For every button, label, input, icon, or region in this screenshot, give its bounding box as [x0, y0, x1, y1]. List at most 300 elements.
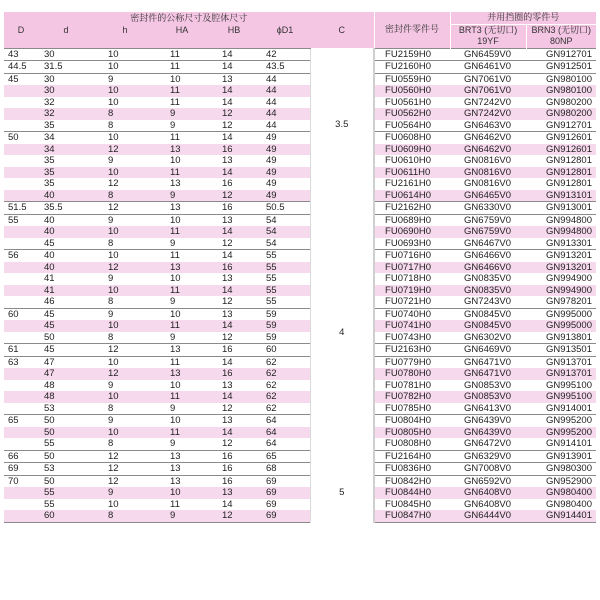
cell-HB: 12 — [208, 108, 260, 120]
cell-HB: 16 — [208, 475, 260, 487]
cell-phiD1: 54 — [260, 214, 310, 226]
cell-brt3: GN7242V0 — [450, 108, 526, 120]
cell-h: 10 — [94, 85, 156, 97]
cell-d: 50 — [38, 415, 94, 427]
cell-h: 8 — [94, 510, 156, 522]
cell-brn3: GN912801 — [526, 155, 596, 167]
table-row — [4, 391, 596, 403]
table-row — [4, 202, 596, 215]
cell-HA: 9 — [156, 120, 208, 132]
cell-D — [4, 510, 38, 522]
cell-HB: 14 — [208, 167, 260, 179]
table-row — [4, 450, 596, 463]
cell-D — [4, 273, 38, 285]
cell-d: 50 — [38, 332, 94, 344]
cell-HB: 12 — [208, 190, 260, 202]
cell-HA: 10 — [156, 155, 208, 167]
cell-brt3: GN6302V0 — [450, 332, 526, 344]
cell-HA: 11 — [156, 499, 208, 511]
cell-d: 50 — [38, 450, 94, 463]
cell-h: 10 — [94, 356, 156, 368]
cell-h: 10 — [94, 391, 156, 403]
cell-phiD1: 50.5 — [260, 202, 310, 215]
cell-seal-part-no: FU0780H0 — [374, 368, 450, 380]
cell-d: 47 — [38, 356, 94, 368]
cell-phiD1: 43.5 — [260, 61, 310, 74]
table-row — [4, 273, 596, 285]
cell-HA: 11 — [156, 427, 208, 439]
cell-phiD1: 62 — [260, 391, 310, 403]
cell-brn3: GN980100 — [526, 73, 596, 85]
table-row — [4, 178, 596, 190]
cell-brn3: GN912801 — [526, 178, 596, 190]
cell-seal-part-no: FU0741H0 — [374, 320, 450, 332]
brt3-header: BRT3 (无切口) — [450, 24, 526, 36]
cell-HA: 9 — [156, 403, 208, 415]
cell-seal-part-no: FU0836H0 — [374, 463, 450, 476]
col-D-header: D — [4, 24, 38, 36]
cell-brn3: GN913301 — [526, 238, 596, 250]
cell-seal-part-no: FU2160H0 — [374, 61, 450, 74]
cell-brt3: GN0816V0 — [450, 178, 526, 190]
cell-phiD1: 44 — [260, 108, 310, 120]
cell-seal-part-no: FU0845H0 — [374, 499, 450, 511]
cell-brn3: GN995100 — [526, 391, 596, 403]
cell-brt3: GN6466V0 — [450, 250, 526, 262]
cell-HA: 9 — [156, 238, 208, 250]
cell-brt3: GN6472V0 — [450, 438, 526, 450]
cell-brn3: GN952900 — [526, 475, 596, 487]
cell-D — [4, 320, 38, 332]
cell-h: 8 — [94, 403, 156, 415]
cell-HA: 9 — [156, 332, 208, 344]
cell-seal-part-no: FU0805H0 — [374, 427, 450, 439]
cell-phiD1: 49 — [260, 190, 310, 202]
cell-brt3: GN6408V0 — [450, 499, 526, 511]
cell-d: 41 — [38, 285, 94, 297]
cell-brn3: GN978201 — [526, 296, 596, 308]
cell-HA: 11 — [156, 48, 208, 61]
cell-HA: 11 — [156, 356, 208, 368]
cell-HB: 14 — [208, 132, 260, 144]
cell-seal-part-no: FU0717H0 — [374, 262, 450, 274]
cell-phiD1: 44 — [260, 97, 310, 109]
cell-brt3: GN0853V0 — [450, 380, 526, 392]
cell-brn3: GN995000 — [526, 320, 596, 332]
cell-brn3: GN913801 — [526, 332, 596, 344]
table-row — [4, 144, 596, 156]
cell-brn3: GN980400 — [526, 487, 596, 499]
cell-HB: 14 — [208, 97, 260, 109]
cell-phiD1: 69 — [260, 499, 310, 511]
table-row — [4, 226, 596, 238]
cell-HA: 11 — [156, 320, 208, 332]
cell-brn3: GN980200 — [526, 97, 596, 109]
cell-HB: 16 — [208, 178, 260, 190]
cell-D — [4, 262, 38, 274]
cell-h: 12 — [94, 463, 156, 476]
cell-seal-part-no: FU0609H0 — [374, 144, 450, 156]
table-row — [4, 487, 596, 499]
cell-D — [4, 285, 38, 297]
brt3-code: 19YF — [450, 36, 526, 48]
cell-h: 12 — [94, 450, 156, 463]
cell-phiD1: 49 — [260, 144, 310, 156]
cell-brt3: GN6444V0 — [450, 510, 526, 522]
cell-phiD1: 64 — [260, 415, 310, 427]
cell-phiD1: 55 — [260, 262, 310, 274]
cell-D — [4, 238, 38, 250]
cell-HA: 11 — [156, 391, 208, 403]
cell-brt3: GN6471V0 — [450, 356, 526, 368]
table-row — [4, 344, 596, 357]
cell-seal-part-no: FU0808H0 — [374, 438, 450, 450]
cell-brt3: GN6592V0 — [450, 475, 526, 487]
cell-phiD1: 55 — [260, 273, 310, 285]
cell-seal-part-no: FU0693H0 — [374, 238, 450, 250]
table-row — [4, 120, 596, 132]
table-row — [4, 73, 596, 85]
cell-brn3: GN980100 — [526, 85, 596, 97]
cell-D — [4, 438, 38, 450]
cell-d: 34 — [38, 144, 94, 156]
cell-phiD1: 55 — [260, 285, 310, 297]
brn3-code: 80NP — [526, 36, 596, 48]
cell-d: 53 — [38, 403, 94, 415]
cell-HB: 14 — [208, 285, 260, 297]
cell-HA: 9 — [156, 108, 208, 120]
cell-HB: 16 — [208, 262, 260, 274]
cell-HA: 11 — [156, 61, 208, 74]
cell-h: 8 — [94, 190, 156, 202]
cell-d: 35 — [38, 167, 94, 179]
cell-h: 10 — [94, 97, 156, 109]
table-row — [4, 475, 596, 487]
cell-seal-part-no: FU0844H0 — [374, 487, 450, 499]
cell-HA: 10 — [156, 273, 208, 285]
header-row-2 — [4, 24, 596, 36]
cell-brn3: GN980300 — [526, 463, 596, 476]
cell-h: 12 — [94, 368, 156, 380]
cell-HB: 12 — [208, 438, 260, 450]
cell-HB: 14 — [208, 226, 260, 238]
cell-D — [4, 487, 38, 499]
cell-D: 45 — [4, 73, 38, 85]
cell-h: 9 — [94, 73, 156, 85]
cell-D — [4, 332, 38, 344]
cell-seal-part-no: FU0721H0 — [374, 296, 450, 308]
cell-D: 60 — [4, 308, 38, 320]
header-row-3 — [4, 36, 596, 48]
cell-h: 10 — [94, 48, 156, 61]
cell-D: 61 — [4, 344, 38, 357]
cell-h: 10 — [94, 61, 156, 74]
cell-D — [4, 120, 38, 132]
cell-HA: 11 — [156, 226, 208, 238]
cell-seal-part-no: FU2161H0 — [374, 178, 450, 190]
cell-d: 45 — [38, 238, 94, 250]
cell-HA: 13 — [156, 475, 208, 487]
table-row — [4, 97, 596, 109]
cell-brn3: GN912701 — [526, 48, 596, 61]
cell-d: 34 — [38, 132, 94, 144]
cell-d: 55 — [38, 438, 94, 450]
cell-h: 12 — [94, 144, 156, 156]
cell-brt3: GN0816V0 — [450, 155, 526, 167]
cell-C: 4 — [310, 202, 374, 463]
cell-HB: 16 — [208, 144, 260, 156]
cell-seal-part-no: FU0785H0 — [374, 403, 450, 415]
header-spacer — [4, 36, 374, 48]
cell-D — [4, 296, 38, 308]
cell-HB: 14 — [208, 499, 260, 511]
cell-phiD1: 59 — [260, 320, 310, 332]
table-row — [4, 190, 596, 202]
cell-HA: 11 — [156, 250, 208, 262]
cell-brn3: GN995000 — [526, 308, 596, 320]
cell-HA: 10 — [156, 487, 208, 499]
cell-brn3: GN913501 — [526, 344, 596, 357]
cell-brn3: GN913201 — [526, 250, 596, 262]
cell-brn3: GN995200 — [526, 415, 596, 427]
table-row — [4, 262, 596, 274]
cell-h: 8 — [94, 120, 156, 132]
cell-phiD1: 54 — [260, 238, 310, 250]
cell-brn3: GN913701 — [526, 356, 596, 368]
cell-HB: 12 — [208, 332, 260, 344]
cell-brt3: GN0816V0 — [450, 167, 526, 179]
cell-phiD1: 69 — [260, 510, 310, 522]
cell-HA: 10 — [156, 214, 208, 226]
cell-seal-part-no: FU0608H0 — [374, 132, 450, 144]
cell-brt3: GN6462V0 — [450, 132, 526, 144]
cell-h: 10 — [94, 427, 156, 439]
cell-phiD1: 44 — [260, 73, 310, 85]
cell-D — [4, 85, 38, 97]
cell-D: 50 — [4, 132, 38, 144]
table-row — [4, 463, 596, 476]
cell-d: 30 — [38, 48, 94, 61]
cell-brt3: GN7061V0 — [450, 85, 526, 97]
cell-phiD1: 44 — [260, 120, 310, 132]
cell-brn3: GN913701 — [526, 368, 596, 380]
cell-seal-part-no: FU2162H0 — [374, 202, 450, 215]
cell-d: 30 — [38, 73, 94, 85]
cell-HB: 14 — [208, 320, 260, 332]
cell-h: 10 — [94, 499, 156, 511]
cell-phiD1: 55 — [260, 296, 310, 308]
cell-D: 69 — [4, 463, 38, 476]
col-d-header: d — [38, 24, 94, 36]
cell-HA: 13 — [156, 262, 208, 274]
cell-phiD1: 59 — [260, 332, 310, 344]
cell-seal-part-no: FU2163H0 — [374, 344, 450, 357]
cell-d: 40 — [38, 190, 94, 202]
cell-HA: 13 — [156, 368, 208, 380]
cell-HB: 13 — [208, 273, 260, 285]
cell-HB: 13 — [208, 487, 260, 499]
cell-phiD1: 60 — [260, 344, 310, 357]
cell-brn3: GN912801 — [526, 167, 596, 179]
cell-seal-part-no: FU0718H0 — [374, 273, 450, 285]
cell-brn3: GN995100 — [526, 380, 596, 392]
cell-d: 60 — [38, 510, 94, 522]
cell-HB: 14 — [208, 85, 260, 97]
cell-phiD1: 68 — [260, 463, 310, 476]
cell-brn3: GN912701 — [526, 120, 596, 132]
table-row — [4, 108, 596, 120]
cell-HA: 9 — [156, 190, 208, 202]
cell-h: 12 — [94, 262, 156, 274]
cell-brn3: GN912601 — [526, 132, 596, 144]
cell-h: 9 — [94, 155, 156, 167]
table-row — [4, 296, 596, 308]
cell-phiD1: 49 — [260, 155, 310, 167]
cell-d: 40 — [38, 250, 94, 262]
cell-d: 48 — [38, 391, 94, 403]
cell-brt3: GN7242V0 — [450, 97, 526, 109]
cell-seal-part-no: FU0614H0 — [374, 190, 450, 202]
cell-HB: 16 — [208, 344, 260, 357]
cell-D: 66 — [4, 450, 38, 463]
cell-h: 9 — [94, 214, 156, 226]
cell-seal-part-no: FU0690H0 — [374, 226, 450, 238]
cell-HB: 14 — [208, 356, 260, 368]
cell-HA: 13 — [156, 178, 208, 190]
cell-phiD1: 64 — [260, 438, 310, 450]
cell-seal-part-no: FU0564H0 — [374, 120, 450, 132]
cell-HA: 10 — [156, 73, 208, 85]
cell-HA: 13 — [156, 450, 208, 463]
cell-phiD1: 59 — [260, 308, 310, 320]
brn3-header: BRN3 (无切口) — [526, 24, 596, 36]
cell-seal-part-no: FU0716H0 — [374, 250, 450, 262]
cell-brt3: GN0835V0 — [450, 273, 526, 285]
cell-d: 47 — [38, 368, 94, 380]
cell-h: 8 — [94, 108, 156, 120]
cell-phiD1: 69 — [260, 475, 310, 487]
cell-seal-part-no: FU0842H0 — [374, 475, 450, 487]
cell-d: 35 — [38, 178, 94, 190]
cell-HB: 14 — [208, 48, 260, 61]
cell-C: 3.5 — [310, 48, 374, 202]
cell-HA: 11 — [156, 85, 208, 97]
cell-phiD1: 54 — [260, 226, 310, 238]
table-row — [4, 368, 596, 380]
table-row — [4, 85, 596, 97]
cell-HB: 12 — [208, 403, 260, 415]
joint-ring-caption: 并用挡圈的零件号 — [450, 12, 596, 24]
cell-D — [4, 391, 38, 403]
cell-phiD1: 64 — [260, 427, 310, 439]
cell-HA: 9 — [156, 510, 208, 522]
cell-h: 9 — [94, 415, 156, 427]
table-row — [4, 499, 596, 511]
cell-HB: 13 — [208, 155, 260, 167]
cell-d: 35 — [38, 155, 94, 167]
cell-d: 40 — [38, 214, 94, 226]
cell-h: 9 — [94, 308, 156, 320]
cell-seal-part-no: FU0781H0 — [374, 380, 450, 392]
col-HB-header: HB — [208, 24, 260, 36]
cell-h: 9 — [94, 380, 156, 392]
cell-h: 10 — [94, 167, 156, 179]
cell-brt3: GN6759V0 — [450, 226, 526, 238]
cell-HA: 11 — [156, 97, 208, 109]
cell-brt3: GN0845V0 — [450, 308, 526, 320]
cell-seal-part-no: FU0610H0 — [374, 155, 450, 167]
cell-HB: 14 — [208, 427, 260, 439]
cell-D: 56 — [4, 250, 38, 262]
cell-HB: 16 — [208, 463, 260, 476]
cell-brt3: GN6467V0 — [450, 238, 526, 250]
cell-d: 35.5 — [38, 202, 94, 215]
cell-HB: 14 — [208, 391, 260, 403]
cell-brt3: GN0853V0 — [450, 391, 526, 403]
cell-h: 9 — [94, 273, 156, 285]
table-row — [4, 308, 596, 320]
seal-dimension-table — [4, 12, 596, 523]
cell-D — [4, 144, 38, 156]
cell-d: 32 — [38, 97, 94, 109]
cell-seal-part-no: FU0689H0 — [374, 214, 450, 226]
cell-d: 32 — [38, 108, 94, 120]
cell-brt3: GN6462V0 — [450, 144, 526, 156]
col-phiD1-header: ϕD1 — [260, 24, 310, 36]
cell-brn3: GN980200 — [526, 108, 596, 120]
cell-brn3: GN994900 — [526, 273, 596, 285]
cell-d: 35 — [38, 120, 94, 132]
cell-phiD1: 55 — [260, 250, 310, 262]
cell-HA: 13 — [156, 463, 208, 476]
cell-D — [4, 108, 38, 120]
cell-phiD1: 62 — [260, 380, 310, 392]
cell-h: 12 — [94, 178, 156, 190]
cell-HB: 14 — [208, 250, 260, 262]
cell-seal-part-no: FU0562H0 — [374, 108, 450, 120]
cell-brt3: GN6471V0 — [450, 368, 526, 380]
cell-D: 43 — [4, 48, 38, 61]
cell-brt3: GN6329V0 — [450, 450, 526, 463]
cell-D: 55 — [4, 214, 38, 226]
cell-seal-part-no: FU0847H0 — [374, 510, 450, 522]
cell-D — [4, 167, 38, 179]
cell-h: 8 — [94, 332, 156, 344]
cell-D — [4, 368, 38, 380]
cell-h: 12 — [94, 344, 156, 357]
cell-h: 8 — [94, 238, 156, 250]
cell-phiD1: 65 — [260, 450, 310, 463]
table-row — [4, 320, 596, 332]
cell-brt3: GN6466V0 — [450, 262, 526, 274]
cell-d: 41 — [38, 273, 94, 285]
cell-brn3: GN914001 — [526, 403, 596, 415]
cell-C: 5 — [310, 463, 374, 523]
cell-phiD1: 49 — [260, 167, 310, 179]
cell-brn3: GN994900 — [526, 285, 596, 297]
cell-phiD1: 42 — [260, 48, 310, 61]
cell-brn3: GN980400 — [526, 499, 596, 511]
cell-HB: 12 — [208, 120, 260, 132]
table-body — [4, 48, 596, 522]
cell-HA: 13 — [156, 144, 208, 156]
cell-d: 31.5 — [38, 61, 94, 74]
table-row — [4, 167, 596, 179]
cell-D: 51.5 — [4, 202, 38, 215]
cell-brn3: GN913201 — [526, 262, 596, 274]
cell-D: 44.5 — [4, 61, 38, 74]
cell-phiD1: 44 — [260, 85, 310, 97]
